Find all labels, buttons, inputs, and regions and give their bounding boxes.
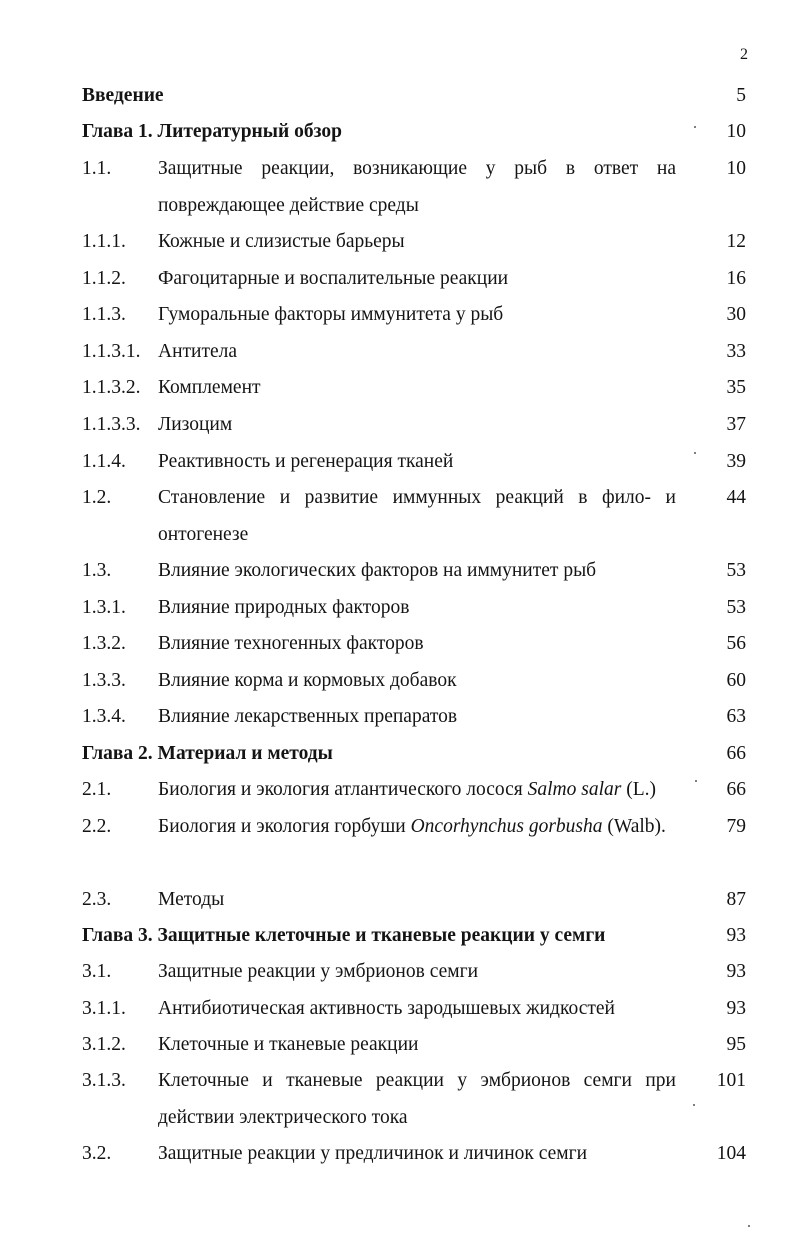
toc-entry-number: 1.1.3.3. xyxy=(82,414,141,435)
toc-entry-number: 3.1.2. xyxy=(82,1034,126,1055)
toc-entry-page: 53 xyxy=(726,560,746,581)
toc-entry-number: 3.2. xyxy=(82,1143,112,1164)
toc-entry-title: Глава 3. Защитные клеточные и тканевые реакции у семги xyxy=(82,925,606,946)
toc-entry-title xyxy=(158,771,676,808)
toc-entry-page: 101 xyxy=(716,1070,746,1091)
toc-entry-page: 66 xyxy=(726,743,746,764)
toc-entry-title: Клеточные и тканевые реакции xyxy=(158,1034,419,1055)
title-text: Биология и экология горбуши xyxy=(158,816,411,837)
toc-entry-title: Защитные реакции у предличинок и личинок семги xyxy=(158,1143,588,1164)
toc-entry-page: 87 xyxy=(726,889,746,910)
toc-entry-number: 1.1.3.1. xyxy=(82,341,141,362)
toc-entry-page: 95 xyxy=(726,1034,746,1055)
toc-entry-title: Антитела xyxy=(158,341,238,362)
toc-entry-number: 1.2. xyxy=(82,487,112,508)
toc-entry-title: Клеточные и тканевые реакции у эмбрионов семги при действии электрического тока xyxy=(158,1070,676,1128)
scan-speck xyxy=(694,126,696,128)
toc-entry-page: 56 xyxy=(726,633,746,654)
toc-entry-page: 93 xyxy=(726,925,746,946)
toc-entry-page: 104 xyxy=(716,1143,746,1164)
scan-speck xyxy=(694,452,696,454)
scan-speck xyxy=(748,1225,750,1227)
toc-entry-title: Антибиотическая активность зародышевых жидкостей xyxy=(158,998,615,1019)
toc-entry-title: Становление и развитие иммунных реакций в фило- и онтогенезе xyxy=(158,487,676,545)
toc-entry-page: 60 xyxy=(726,670,746,691)
toc-entry-page: 79 xyxy=(726,816,746,837)
toc-entry-page: 5 xyxy=(736,85,746,106)
toc-entry-number: 1.3.4. xyxy=(82,706,126,727)
toc-entry-title: Влияние экологических факторов на иммунитет рыб xyxy=(158,560,597,581)
toc-entry-title: Фагоцитарные и воспалительные реакции xyxy=(158,268,509,289)
toc-entry-page: 53 xyxy=(726,597,746,618)
toc-entry-page: 30 xyxy=(726,304,746,325)
toc-entry-number: 2.2. xyxy=(82,816,112,837)
toc-entry-number: 1.1.3. xyxy=(82,304,126,325)
toc-entry-number: 1.3.2. xyxy=(82,633,126,654)
toc-entry-number: 3.1.1. xyxy=(82,998,126,1019)
toc-entry-page: 66 xyxy=(726,779,746,800)
toc-entry-title: Введение xyxy=(82,85,164,106)
toc-entry-title: Защитные реакции у эмбрионов семги xyxy=(158,961,479,982)
toc-entry-title: Глава 2. Материал и методы xyxy=(82,743,333,764)
toc-entry-title: Реактивность и регенерация тканей xyxy=(158,451,454,472)
toc-entry-number: 1.3.3. xyxy=(82,670,126,691)
title-text: (Walb). xyxy=(602,816,666,837)
toc-entry-title: Гуморальные факторы иммунитета у рыб xyxy=(158,304,504,325)
toc-entry-number: 1.1.1. xyxy=(82,231,126,252)
toc-entry-number: 3.1.3. xyxy=(82,1070,126,1091)
species-name: Oncorhynchus gorbusha xyxy=(410,816,603,837)
toc-entry-page: 37 xyxy=(726,414,746,435)
toc-entry-page: 63 xyxy=(726,706,746,727)
toc-entry-page: 93 xyxy=(726,961,746,982)
toc-entry-number: 2.3. xyxy=(82,889,112,910)
toc-entry-title: Глава 1. Литературный обзор xyxy=(82,121,342,142)
toc-entry-title: Влияние природных факторов xyxy=(158,597,410,618)
toc-entry-number: 1.3.1. xyxy=(82,597,126,618)
toc-entry-title: Влияние лекарственных препаратов xyxy=(158,706,458,727)
title-text: (L.) xyxy=(621,779,656,800)
scan-speck xyxy=(695,780,697,782)
toc-entry-page: 33 xyxy=(726,341,746,362)
toc-entry-title: Комплемент xyxy=(158,377,261,398)
toc-entry-title: Влияние корма и кормовых добавок xyxy=(158,670,457,691)
scan-speck xyxy=(693,1104,695,1106)
toc-entry-number: 3.1. xyxy=(82,961,112,982)
title-text: Биология и экология атлантического лосося xyxy=(158,779,528,800)
toc-entry-title: Кожные и слизистые барьеры xyxy=(158,231,405,252)
toc-entry-number: 1.1.2. xyxy=(82,268,126,289)
toc-entry-title: Лизоцим xyxy=(158,414,233,435)
toc-entry-title: Методы xyxy=(158,889,225,910)
toc-entry-title: Влияние техногенных факторов xyxy=(158,633,424,654)
toc-entry-page: 16 xyxy=(726,268,746,289)
toc-entry-page: 12 xyxy=(726,231,746,252)
species-name: Salmo salar xyxy=(527,779,622,800)
toc-entry-number: 1.1.3.2. xyxy=(82,377,141,398)
toc-entry-page: 44 xyxy=(726,487,746,508)
toc-entry-number: 1.1.4. xyxy=(82,451,126,472)
toc-entry-page: 39 xyxy=(726,451,746,472)
toc-entry-page: 10 xyxy=(726,158,746,179)
page-number: 2 xyxy=(740,46,748,63)
toc-entry-title xyxy=(158,808,676,845)
toc-entry-page: 10 xyxy=(726,121,746,142)
toc-entry-number: 1.3. xyxy=(82,560,112,581)
toc-entry-title: Защитные реакции, возникающие у рыб в ответ на повреждающее действие среды xyxy=(158,158,676,216)
toc-entry-page: 35 xyxy=(726,377,746,398)
toc-entry-page: 93 xyxy=(726,998,746,1019)
toc-entry-number: 2.1. xyxy=(82,779,112,800)
toc-entry-number: 1.1. xyxy=(82,158,112,179)
